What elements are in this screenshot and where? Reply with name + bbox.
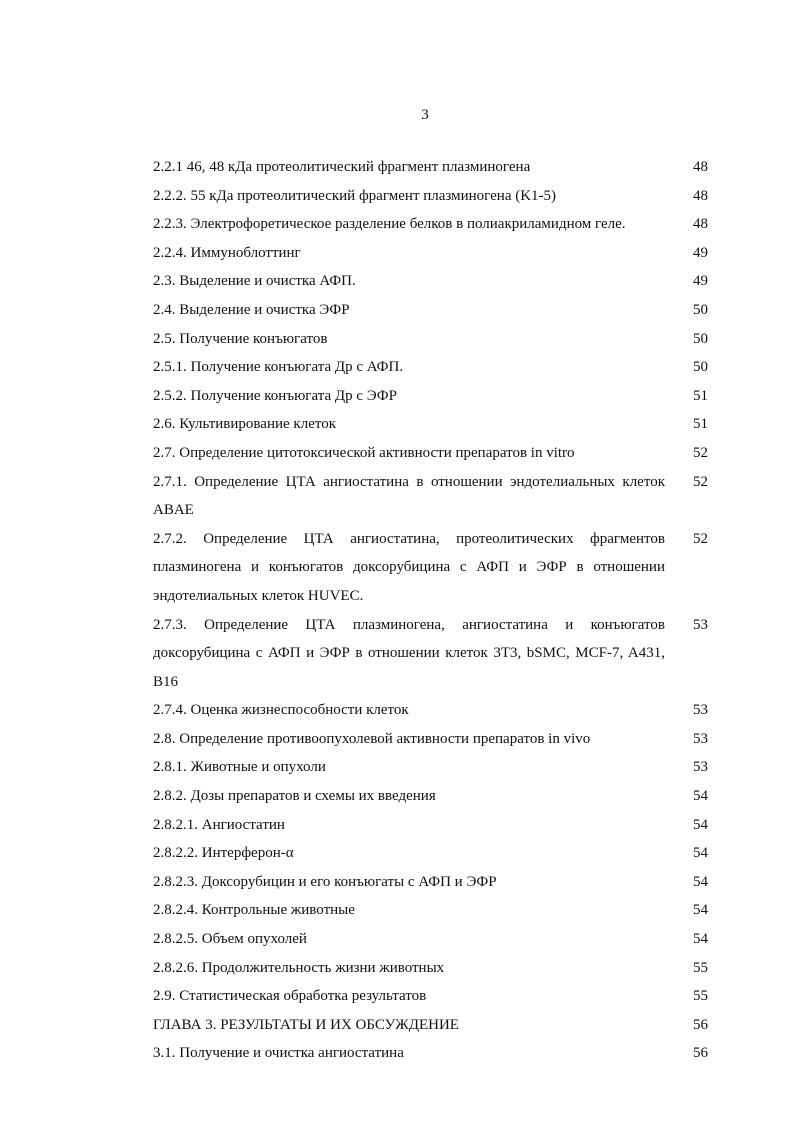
toc-entry	[153, 753, 708, 782]
toc-entry-title: 2.7.1. Определение ЦТА ангиостатина в отношении эндотелиальных клеток ABAE	[153, 473, 665, 519]
toc-entry-page: 54	[693, 788, 708, 805]
toc-entry-page: 53	[693, 616, 708, 633]
toc-entry-title: 3.1. Получение и очистка ангиостатина	[153, 1045, 404, 1062]
toc-entry-page: 54	[693, 902, 708, 919]
toc-entry-title: ГЛАВА 3. РЕЗУЛЬТАТЫ И ИХ ОБСУЖДЕНИЕ	[153, 1016, 459, 1033]
toc-entry	[153, 1039, 708, 1068]
toc-entry	[153, 239, 708, 268]
toc-entry-page: 50	[693, 301, 708, 318]
toc-entry	[153, 982, 708, 1011]
toc-entry-title: 2.7. Определение цитотоксической активности препаратов in vitro	[153, 444, 575, 461]
toc-entry-title: 2.6. Культивирование клеток	[153, 416, 336, 433]
toc-entry-page: 48	[693, 187, 708, 204]
toc-entry	[153, 696, 708, 725]
toc-entry-page: 53	[693, 702, 708, 719]
toc-entry-page: 54	[693, 873, 708, 890]
toc-entry	[153, 267, 708, 296]
toc-entry	[153, 611, 708, 697]
toc-entry	[153, 954, 708, 983]
toc-entry	[153, 782, 708, 811]
toc-entry-title: 2.2.1 46, 48 кДа протеолитический фрагмент плазминогена	[153, 159, 531, 175]
toc-entry-page: 53	[693, 730, 708, 747]
toc-entry	[153, 353, 708, 382]
toc-entry	[153, 925, 708, 954]
toc-entry-page: 54	[693, 816, 708, 833]
toc-entry	[153, 1011, 708, 1040]
toc-entry-title: 2.2.3. Электрофоретическое разделение белков в полиакриламидном геле.	[153, 216, 626, 233]
toc-entry-title: 2.7.4. Оценка жизнеспособности клеток	[153, 702, 409, 719]
toc-entry-title: 2.8.2.1. Ангиостатин	[153, 816, 285, 833]
toc-entry-page: 51	[693, 416, 708, 433]
toc-entry-title: 2.8. Определение противоопухолевой активности препаратов in vivo	[153, 730, 591, 747]
toc-entry-page: 48	[693, 159, 708, 175]
toc-entry-page: 53	[693, 759, 708, 776]
toc-entry-page: 56	[693, 1045, 708, 1062]
toc-entry-title: 2.8.2.3. Доксорубицин и его конъюгаты с АФП и ЭФР	[153, 873, 497, 890]
toc-entry	[153, 210, 708, 239]
toc-entry	[153, 382, 708, 411]
toc-entry-page: 50	[693, 359, 708, 376]
toc-entry	[153, 153, 708, 182]
toc-entry-title: 2.8.2.2. Интерферон-α	[153, 845, 294, 862]
toc-entry-title: 2.4. Выделение и очистка ЭФР	[153, 301, 350, 318]
toc-entry	[153, 410, 708, 439]
toc-entry-title: 2.2.2. 55 кДа протеолитический фрагмент плазминогена (K1-5)	[153, 187, 557, 204]
toc-entry-title: 2.7.3. Определение ЦТА плазминогена, ангиостатина и конъюгатов доксорубицина с АФП и ЭФР в отношении клеток 3T3, bSMC, MCF-7, A431, B16	[153, 616, 665, 690]
table-of-contents	[153, 153, 708, 1068]
toc-entry	[153, 725, 708, 754]
toc-entry-page: 49	[693, 273, 708, 290]
toc-entry-page: 52	[693, 444, 708, 461]
toc-entry	[153, 868, 708, 897]
toc-entry	[153, 468, 708, 525]
toc-entry	[153, 182, 708, 211]
toc-entry-title: 2.8.2. Дозы препаратов и схемы их введения	[153, 788, 436, 805]
toc-entry-page: 52	[693, 473, 708, 490]
toc-entry-page: 55	[693, 988, 708, 1005]
toc-entry	[153, 325, 708, 354]
toc-entry-title: 2.8.2.6. Продолжительность жизни животных	[153, 959, 445, 976]
toc-entry	[153, 839, 708, 868]
toc-entry-page: 50	[693, 330, 708, 347]
toc-entry-title: 2.5.1. Получение конъюгата Др с АФП.	[153, 359, 404, 376]
toc-entry-page: 54	[693, 845, 708, 862]
toc-entry	[153, 811, 708, 840]
page-number: 3	[421, 107, 429, 123]
toc-entry-page: 52	[693, 530, 708, 547]
toc-entry-title: 2.8.1. Животные и опухоли	[153, 759, 326, 776]
toc-entry-title: 2.5. Получение конъюгатов	[153, 330, 328, 347]
toc-entry-page: 54	[693, 931, 708, 948]
toc-entry-title: 2.9. Статистическая обработка результатов	[153, 988, 427, 1005]
toc-entry-title: 2.7.2. Определение ЦТА ангиостатина, протеолитических фрагментов плазминогена и конъюгатов доксорубицина с АФП и ЭФР в отношении эндотелиальных клеток HUVEC.	[153, 530, 665, 604]
toc-entry	[153, 525, 708, 611]
toc-entry-page: 49	[693, 244, 708, 261]
toc-entry-title: 2.5.2. Получение конъюгата Др с ЭФР	[153, 387, 397, 404]
toc-entry-title: 2.8.2.5. Объем опухолей	[153, 931, 307, 948]
toc-entry-page: 55	[693, 959, 708, 976]
toc-entry	[153, 439, 708, 468]
toc-entry-title: 2.8.2.4. Контрольные животные	[153, 902, 355, 919]
toc-entry	[153, 296, 708, 325]
toc-entry-page: 48	[693, 216, 708, 233]
toc-entry-title: 2.3. Выделение и очистка АФП.	[153, 273, 356, 290]
toc-entry-title: 2.2.4. Иммуноблоттинг	[153, 244, 301, 261]
toc-entry	[153, 896, 708, 925]
toc-entry-page: 56	[693, 1016, 708, 1033]
toc-entry-page: 51	[693, 387, 708, 404]
